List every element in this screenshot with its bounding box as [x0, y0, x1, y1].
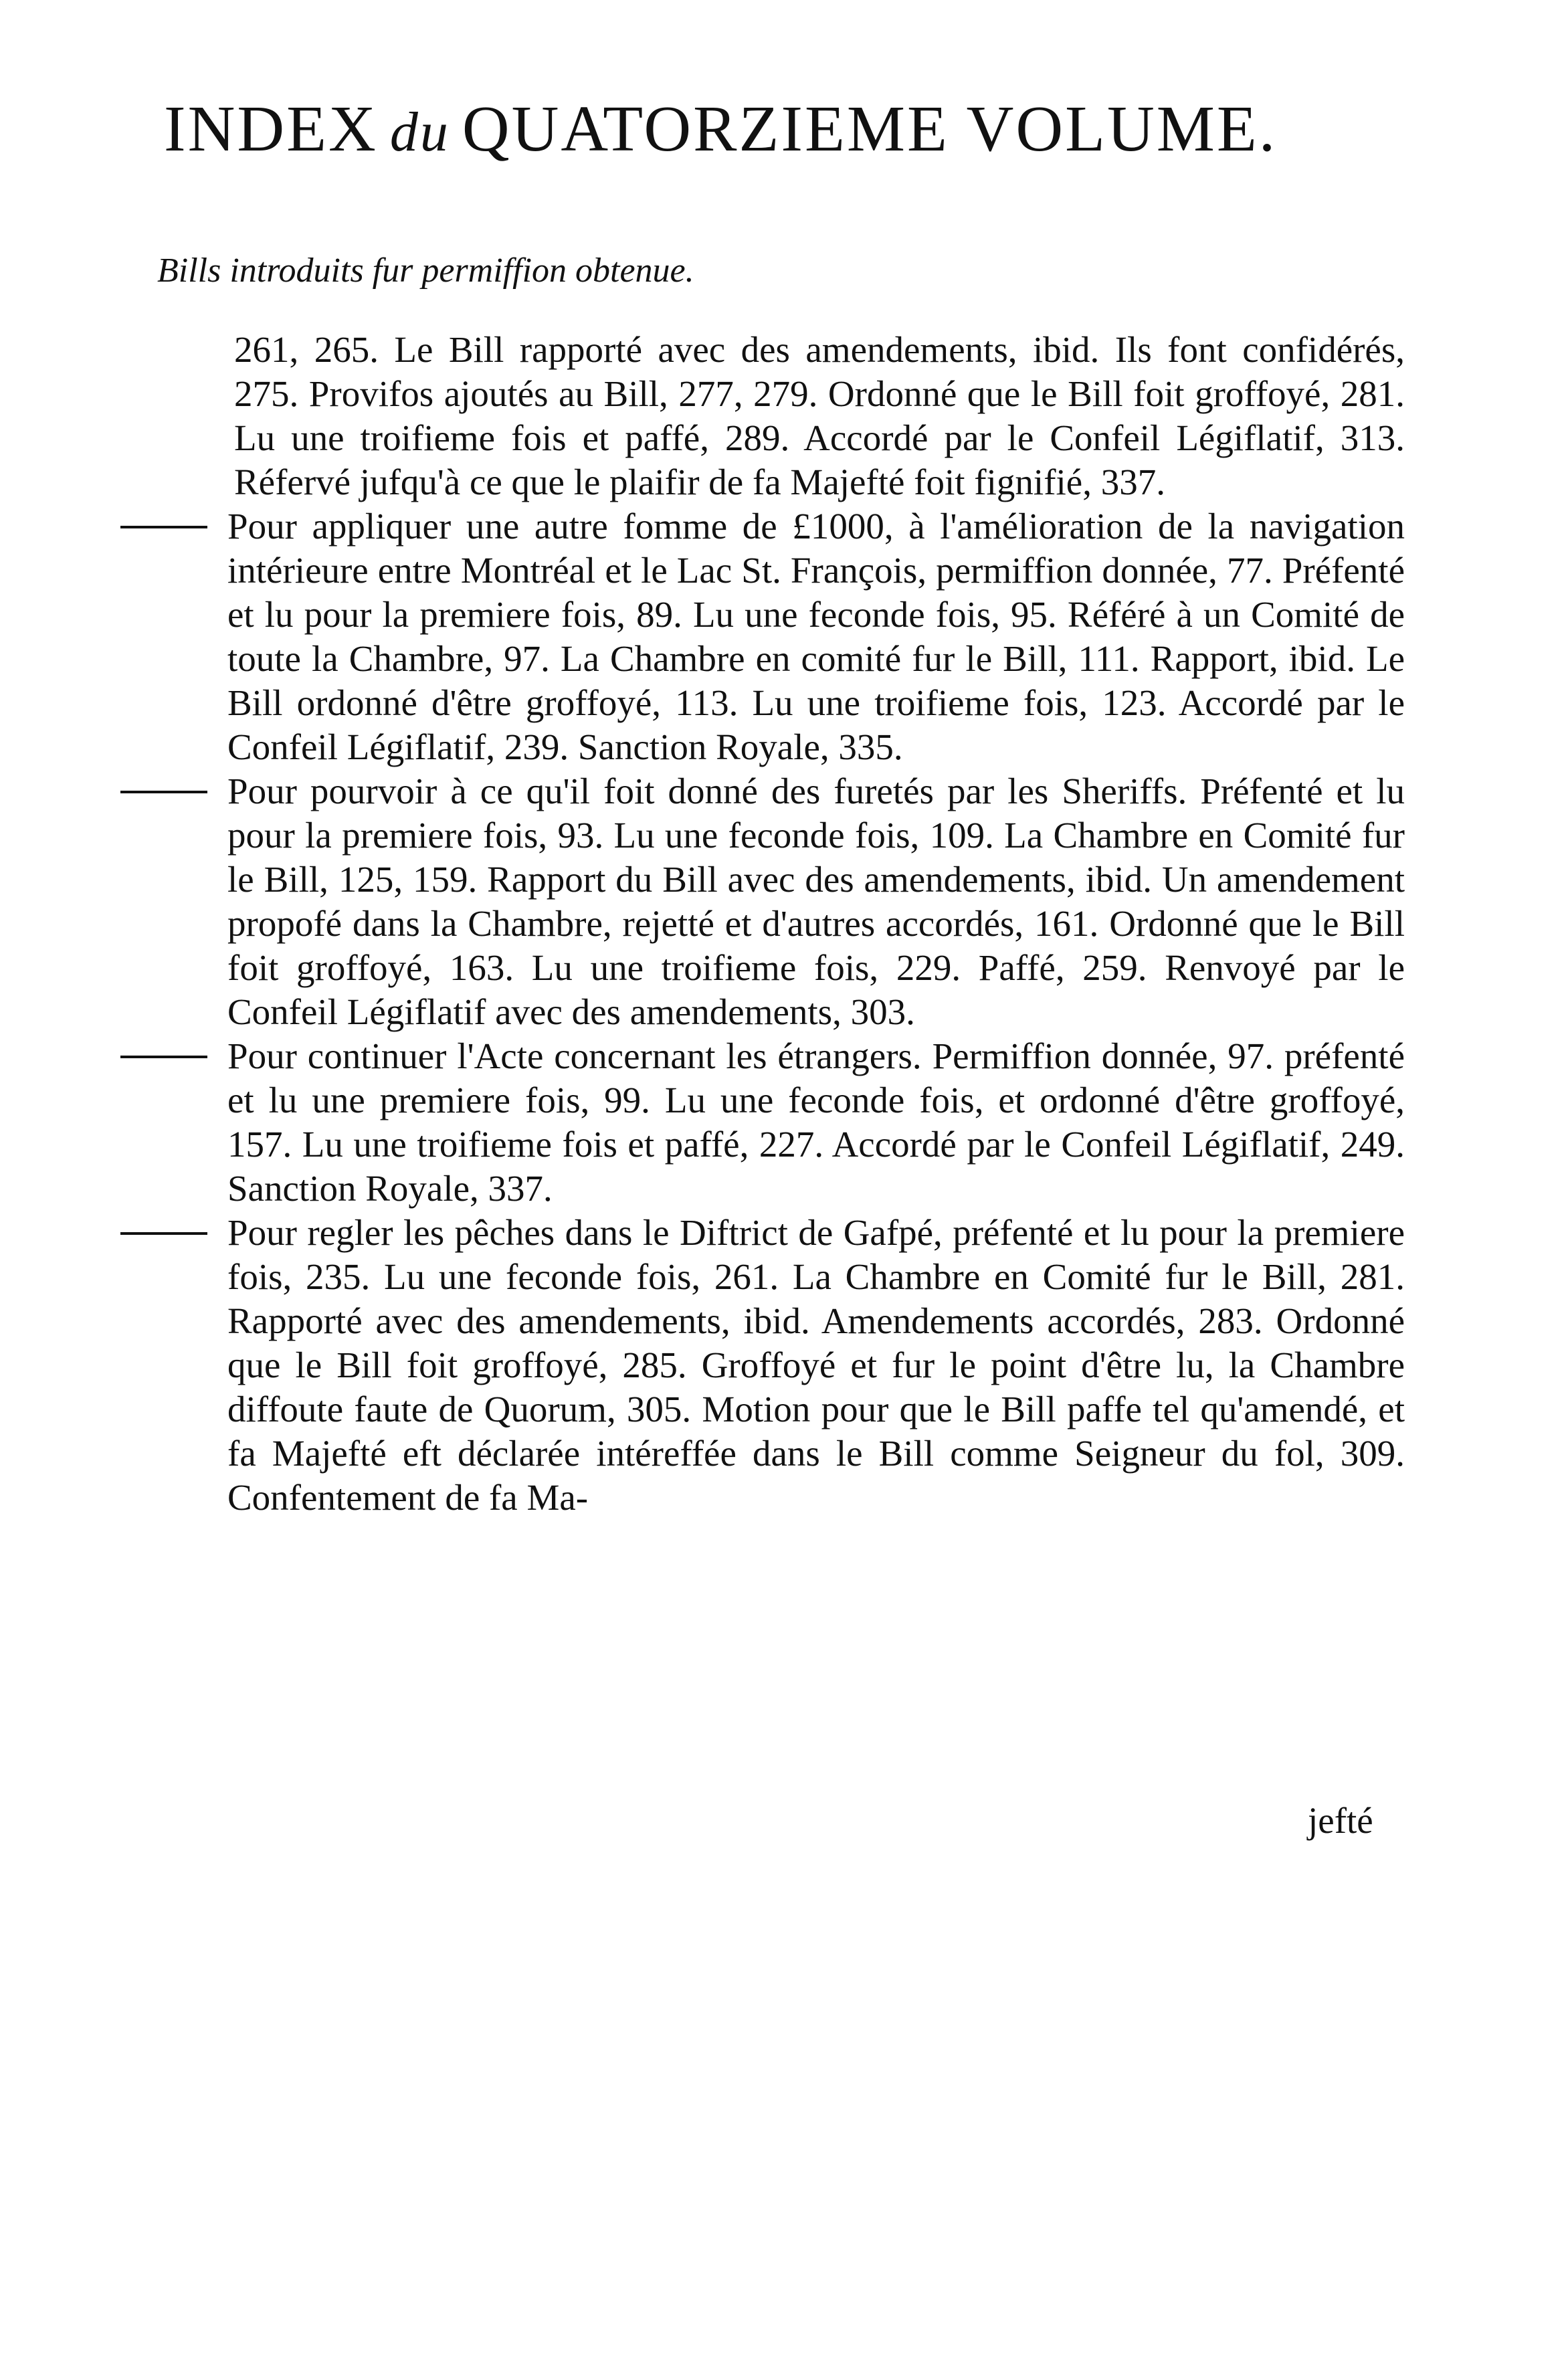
index-entry-text: Pour pourvoir à ce qu'il foit donné des furetés par les Sheriffs. Préfenté et lu pour la premiere fois, 93. Lu une feconde fois, 109. La Chambre en Comité fur le Bill, 125, 159. Rapport du Bill avec des amendements, ibid. Un amendement propofé dans la Chambre, rejetté et d'autres accordés, 161. Ordonné que le Bill foit groffoyé, 163. Lu une troifieme fois, 229. Paffé, 259. Renvoyé par le Confeil Légiflatif avec des amendements, 303.: [227, 771, 1405, 1032]
index-entry: [120, 1211, 1405, 1520]
index-entry-text: Pour regler les pêches dans le Diftrict de Gafpé, préfenté et lu pour la premiere fois, 235. Lu une feconde fois, 261. La Chambre en Comité fur le Bill, 281. Rapporté avec des amendements, ibid. Amendements accordés, 283. Ordonné que le Bill foit groffoyé, 285. Groffoyé et fur le point d'être lu, la Chambre diffoute faute de Quorum, 305. Motion pour que le Bill paffe tel qu'amendé, et fa Majefté eft déclarée intéreffée dans le Bill comme Seigneur du fol, 309. Confentement de fa Ma-: [227, 1212, 1405, 1518]
entry-dash: [120, 526, 207, 528]
index-entry: [120, 769, 1405, 1034]
catchword: jefté: [1308, 1800, 1373, 1841]
title-index: INDEX: [164, 93, 378, 165]
index-entry-text: 261, 265. Le Bill rapporté avec des amendements, ibid. Ils font confidérés, 275. Provifos ajoutés au Bill, 277, 279. Ordonné que le Bill foit groffoyé, 281. Lu une troifieme fois et paffé, 289. Accordé par le Confeil Légiflatif, 313. Réfervé jufqu'à ce que le plaifir de fa Majefté foit fignifié, 337.: [234, 329, 1405, 502]
index-entry: [120, 328, 1405, 504]
entry-dash: [120, 1056, 207, 1058]
section-heading: Bills introduits fur permiffion obtenue.: [157, 252, 694, 290]
title-du: du: [389, 101, 450, 163]
title-volume: QUATORZIEME VOLUME.: [462, 93, 1278, 165]
index-entry: [120, 1034, 1405, 1211]
entry-dash: [120, 791, 207, 793]
entry-dash: [120, 1232, 207, 1235]
index-entry-text: Pour appliquer une autre fomme de £1000, à l'amélioration de la navigation intérieure entre Montréal et le Lac St. François, permiffion donnée, 77. Préfenté et lu pour la premiere fois, 89. Lu une feconde fois, 95. Référé à un Comité de toute la Chambre, 97. La Chambre en comité fur le Bill, 111. Rapport, ibid. Le Bill ordonné d'être groffoyé, 113. Lu une troifieme fois, 123. Accordé par le Confeil Légiflatif, 239. Sanction Royale, 335.: [227, 506, 1405, 767]
index-entries: [120, 328, 1405, 1520]
index-entry: [120, 504, 1405, 769]
index-entry-text: Pour continuer l'Acte concernant les étrangers. Permiffion donnée, 97. préfenté et lu une premiere fois, 99. Lu une feconde fois, et ordonné d'être groffoyé, 157. Lu une troifieme fois et paffé, 227. Accordé par le Confeil Légiflatif, 249. Sanction Royale, 337.: [227, 1035, 1405, 1209]
page-title: [164, 94, 1368, 166]
